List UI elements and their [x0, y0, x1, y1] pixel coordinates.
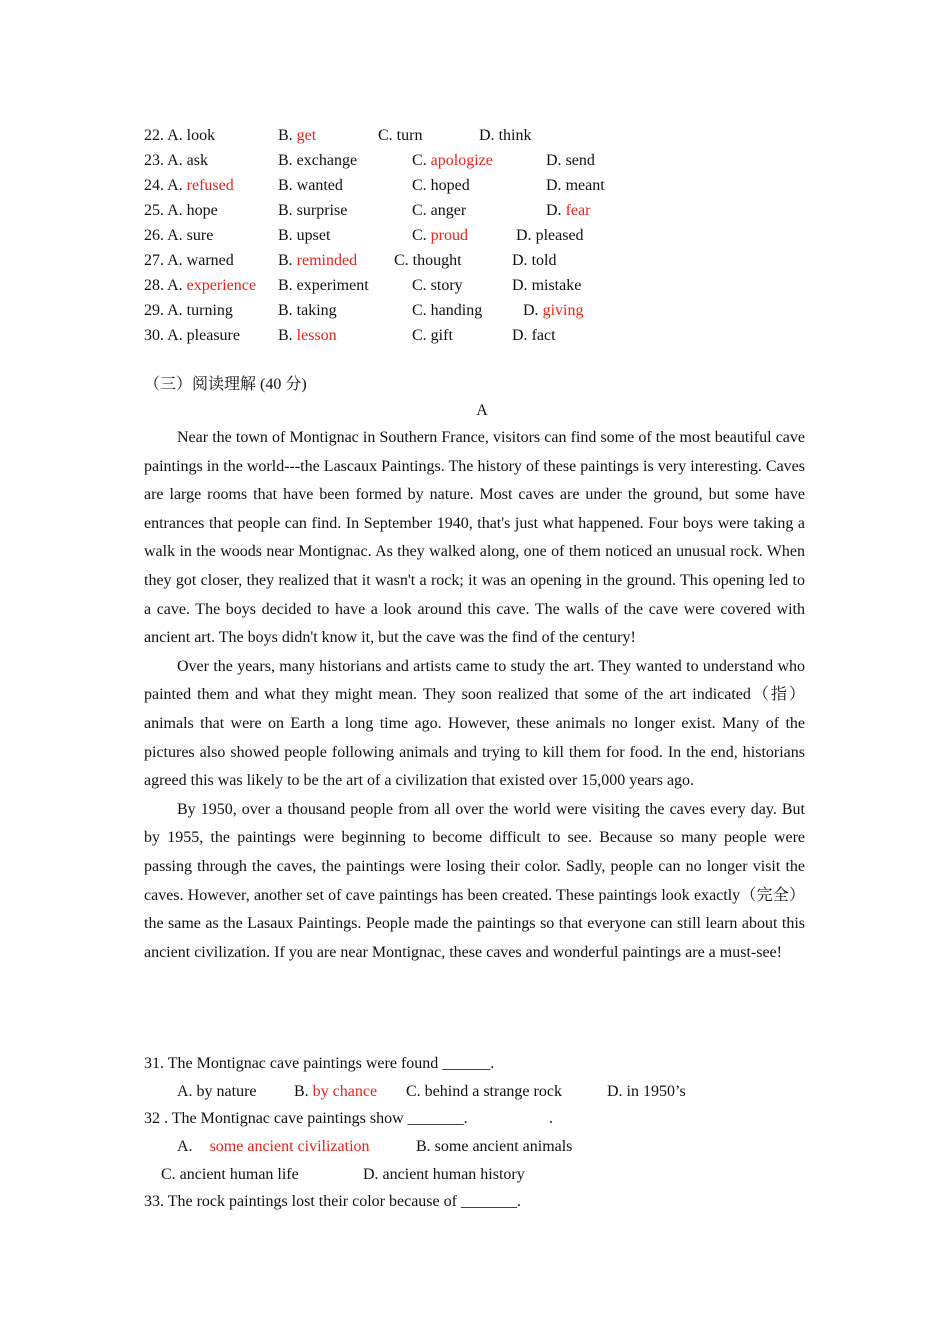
q31-option-d: D. in 1950’s	[607, 1083, 686, 1100]
option-d: D. mistake	[512, 277, 582, 294]
option-a: 24. A. refused	[144, 177, 234, 194]
option-c: C. hoped	[412, 177, 470, 194]
option-b: B. experiment	[278, 277, 369, 294]
q31-option-b: B. by chance	[294, 1083, 378, 1100]
option-b: B. surprise	[278, 202, 348, 219]
option-d: D. send	[546, 152, 595, 169]
option-b: B. exchange	[278, 152, 358, 169]
answer-highlight: fear	[565, 202, 591, 219]
passage-letter: A	[476, 402, 488, 419]
reading-passage	[144, 424, 805, 967]
paragraph: Near the town of Montignac in Southern France, visitors can find some of the most beautiful cave paintings in the world---the Lascaux Paintings. The history of these paintings is very interesting. Caves are large rooms that have been formed by nature. Most caves are under the ground, but some have entrances that people can find. In September 1940, that's just what happened. Four boys were taking a walk in the woods near Montignac. As they walked along, one of them noticed an unusual rock. When they got closer, they realized that it wasn't a rock; it was an opening in the ground. This opening led to a cave. The boys decided to have a look around this cave. The walls of the cave were covered with ancient art. The boys didn't know it, but the cave was the find of the century!	[144, 429, 805, 647]
question-32-stem: 32 . The Montignac cave paintings show _______.	[144, 1110, 468, 1127]
q32-option-b: B. some ancient animals	[416, 1138, 573, 1155]
answer-highlight: experience	[186, 277, 256, 294]
option-d: D. fear	[546, 202, 591, 219]
option-a: 23. A. ask	[144, 152, 208, 169]
option-b: B. taking	[278, 302, 337, 319]
option-c: C. story	[412, 277, 463, 294]
option-c: C. anger	[412, 202, 467, 219]
answer-highlight: refused	[186, 177, 234, 194]
answer-highlight: lesson	[296, 327, 337, 344]
option-c: C. apologize	[412, 152, 493, 169]
option-d: D. meant	[546, 177, 605, 194]
option-a: 30. A. pleasure	[144, 327, 240, 344]
option-b: B. upset	[278, 227, 331, 244]
answer-highlight: get	[296, 127, 317, 144]
option-d: D. think	[479, 127, 532, 144]
option-c: C. thought	[394, 252, 462, 269]
option-b: B. lesson	[278, 327, 337, 344]
answer-highlight: by chance	[312, 1083, 378, 1100]
q32-option-c: C. ancient human life	[161, 1166, 299, 1183]
option-a: 29. A. turning	[144, 302, 233, 319]
option-c: C. handing	[412, 302, 483, 319]
section-title: （三）阅读理解 (40 分)	[144, 376, 307, 393]
option-a: 28. A. experience	[144, 277, 256, 294]
option-b: B. reminded	[278, 252, 358, 269]
option-c: C. turn	[378, 127, 423, 144]
paragraph: Over the years, many historians and artists came to study the art. They wanted to understand who painted them and what they might mean. They soon realized that some of the art indicated（指） animals that were on Earth a long time ago. However, these animals no longer exist. Many of the pictures also showed people following animals and trying to kill them for food. In the end, historians agreed this was likely to be the art of a civilization that existed over 15,000 years ago.	[144, 657, 805, 790]
option-d: D. told	[512, 252, 557, 269]
option-c: C. gift	[412, 327, 453, 344]
q31-option-c: C. behind a strange rock	[406, 1083, 562, 1100]
answer-highlight: reminded	[296, 252, 358, 269]
option-b: B. get	[278, 127, 317, 144]
question-33-stem: 33. The rock paintings lost their color because of _______.	[144, 1193, 521, 1210]
answer-highlight: apologize	[430, 152, 493, 169]
option-d: D. giving	[523, 302, 584, 319]
q32-option-a: A. some ancient civilization	[177, 1138, 370, 1155]
answer-highlight: giving	[542, 302, 584, 319]
option-a: 22. A. look	[144, 127, 216, 144]
q31-option-a: A. by nature	[177, 1083, 257, 1100]
question-31-stem: 31. The Montignac cave paintings were found ______.	[144, 1055, 495, 1072]
answer-highlight: proud	[430, 227, 468, 244]
q32-trailing-dot: .	[549, 1110, 553, 1127]
option-a: 25. A. hope	[144, 202, 218, 219]
paragraph: By 1950, over a thousand people from all over the world were visiting the caves every day. But by 1955, the paintings were beginning to become difficult to see. Because so many people were passing through the caves, the paintings were losing their color. Sadly, people can no longer visit the caves. However, another set of cave paintings has been created. These paintings look exactly（完全） the same as the Lasaux Paintings. People made the paintings so that everyone can still learn about this ancient civilization. If you are near Montignac, these caves and wonderful paintings are a must-see!	[144, 800, 805, 961]
option-d: D. pleased	[516, 227, 584, 244]
option-d: D. fact	[512, 327, 556, 344]
answer-highlight: some ancient civilization	[209, 1138, 370, 1155]
option-c: C. proud	[412, 227, 468, 244]
option-b: B. wanted	[278, 177, 343, 194]
option-a: 27. A. warned	[144, 252, 234, 269]
q32-option-d: D. ancient human history	[363, 1166, 525, 1183]
option-a: 26. A. sure	[144, 227, 214, 244]
